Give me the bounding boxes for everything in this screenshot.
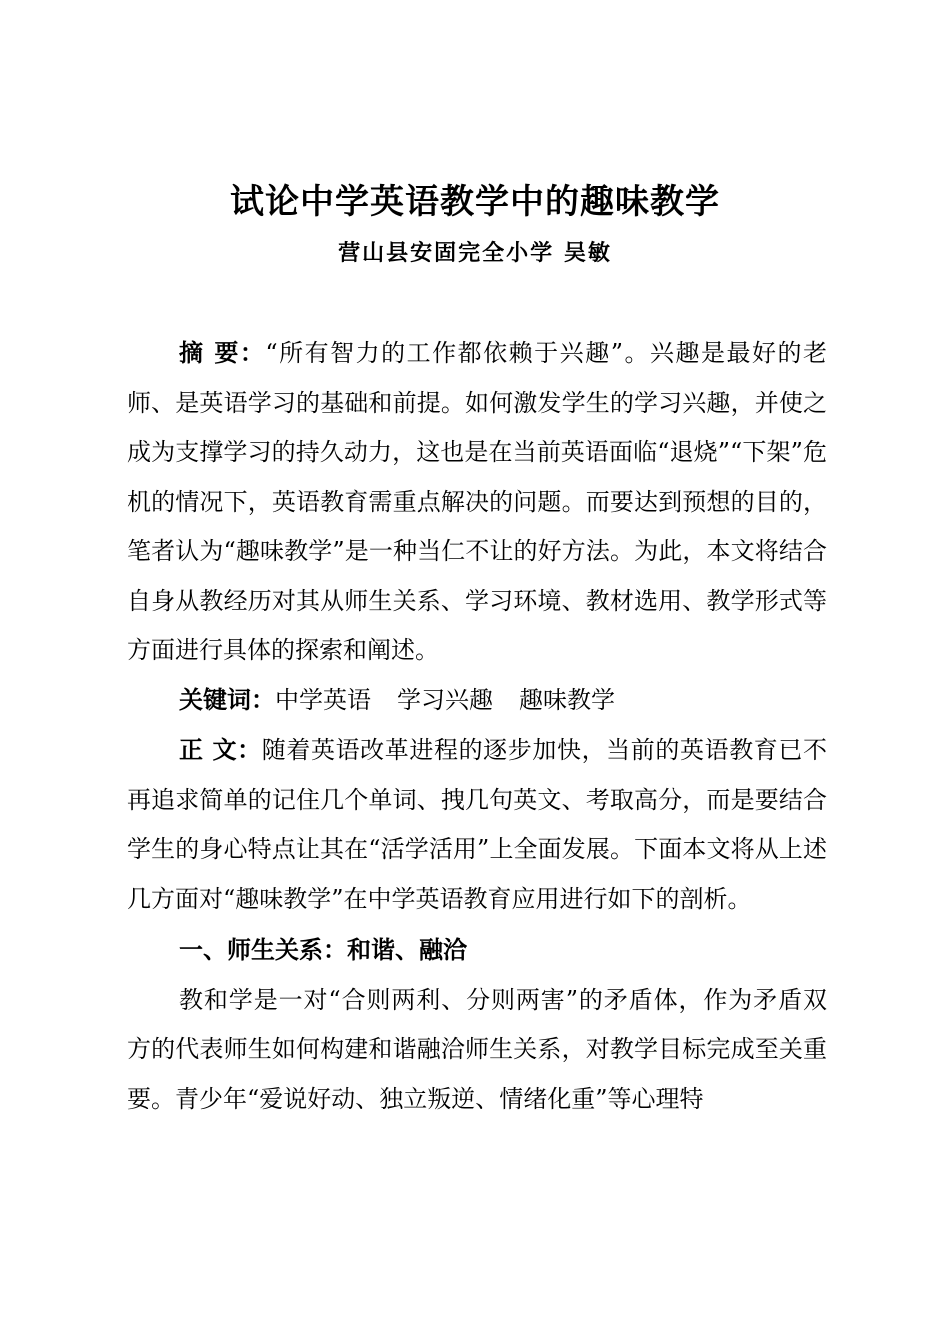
- document-title: 试论中学英语教学中的趣味教学: [230, 182, 720, 222]
- document-body: [127, 328, 827, 1124]
- abstract-paragraph: [127, 328, 827, 676]
- section-heading: 一、师生关系：和谐、融洽: [179, 936, 467, 964]
- keyword: 中学英语: [275, 685, 371, 714]
- keywords-label: 关键词：: [179, 685, 275, 714]
- keyword: 趣味教学: [519, 685, 615, 714]
- keyword: 学习兴趣: [397, 685, 493, 714]
- body-text: 随着英语改革进程的逐步加快，当前的英语教育已不再追求简单的记住几个单词、拽几句英文、考取高分，而是要结合学生的身心特点让其在“活学活用”上全面发展。下面本文将从上述几方面对“趣味教学”在中学英语教育应用进行如下的剖析。: [127, 736, 827, 913]
- abstract-text: “所有智力的工作都依赖于兴趣”。兴趣是最好的老师、是英语学习的基础和前提。如何激发学生的学习兴趣，并使之成为支撑学习的持久动力，这也是在当前英语面临“退烧”“下架”危机的情况下，英语教育需重点解决的问题。而要达到预想的目的，笔者认为“趣味教学”是一种当仁不让的好方法。为此，本文将结合自身从教经历对其从师生关系、学习环境、教材选用、教学形式等方面进行具体的探索和阐述。: [127, 339, 827, 664]
- section-paragraph: 教和学是一对“合则两利、分则两害”的矛盾体，作为矛盾双方的代表师生如何构建和谐融洽师生关系，对教学目标完成至关重要。青少年“爱说好动、独立叛逆、情绪化重”等心理特: [127, 985, 827, 1113]
- abstract-label: 摘 要：: [179, 338, 266, 367]
- keywords-paragraph: [127, 676, 827, 726]
- body-label: 正 文：: [179, 735, 262, 764]
- body-paragraph: [127, 725, 827, 924]
- author-line: 营山县安固完全小学 吴敏: [338, 240, 612, 266]
